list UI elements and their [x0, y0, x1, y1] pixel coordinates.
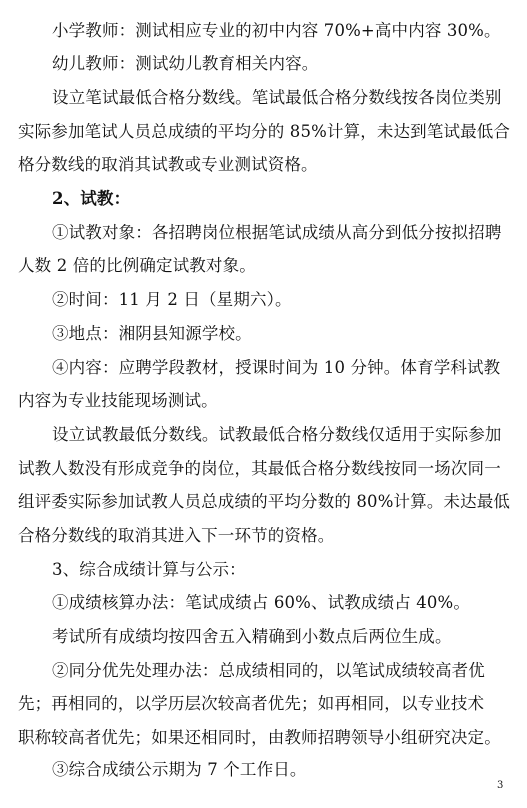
- written-test-threshold-line-3: 格分数线的取消其试教或专业测试资格。: [18, 155, 318, 174]
- trial-threshold-line-1: 设立试教最低分数线。试教最低合格分数线仅适用于实际参加: [52, 425, 502, 444]
- composite-score-heading: 3、综合成绩计算与公示：: [52, 560, 246, 579]
- trial-teaching-heading: 2、试教：: [52, 189, 131, 208]
- publicity-period-line: ③综合成绩公示期为 7 个工作日。: [52, 760, 307, 779]
- written-test-threshold-line-2: 实际参加笔试人员总成绩的平均分的 85%计算，未达到笔试最低合: [18, 122, 511, 141]
- trial-teaching-time-line: ②时间：11 月 2 日（星期六）。: [52, 290, 292, 309]
- tie-break-line-3: 职称较高者优先；如果还相同时，由教师招聘领导小组研究决定。: [18, 728, 501, 747]
- trial-teaching-target-line-1: ①试教对象：各招聘岗位根据笔试成绩从高分到低分按拟招聘: [52, 223, 502, 242]
- primary-teacher-line: 小学教师：测试相应专业的初中内容 70%+高中内容 30%。: [52, 21, 501, 40]
- trial-threshold-line-4: 合格分数线的取消其进入下一环节的资格。: [18, 526, 335, 545]
- written-test-threshold-line-1: 设立笔试最低合格分数线。笔试最低合格分数线按各岗位类别: [52, 88, 502, 107]
- score-calculation-line: ①成绩核算办法：笔试成绩占 60%、试教成绩占 40%。: [52, 593, 471, 612]
- page-number: 3: [497, 780, 504, 791]
- trial-teaching-content-line-1: ④内容：应聘学段教材，授课时间为 10 分钟。体育学科试教: [52, 358, 501, 377]
- kindergarten-teacher-line: 幼儿教师：测试幼儿教育相关内容。: [52, 54, 319, 73]
- trial-teaching-target-line-2: 人数 2 倍的比例确定试教对象。: [18, 256, 256, 275]
- rounding-rule-line: 考试所有成绩均按四舍五入精确到小数点后两位生成。: [52, 627, 452, 646]
- trial-teaching-content-line-2: 内容为专业技能现场测试。: [18, 391, 218, 410]
- tie-break-line-1: ②同分优先处理办法：总成绩相同的，以笔试成绩较高者优: [52, 661, 485, 680]
- trial-threshold-line-3: 组评委实际参加试教人员总成绩的平均分数的 80%计算。未达最低: [18, 492, 511, 511]
- tie-break-line-2: 先；再相同的，以学历层次较高者优先；如再相同，以专业技术: [18, 694, 485, 713]
- trial-teaching-place-line: ③地点：湘阴县知源学校。: [52, 324, 252, 343]
- trial-threshold-line-2: 试教人数没有形成竞争的岗位，其最低合格分数线按同一场次同一: [18, 459, 501, 478]
